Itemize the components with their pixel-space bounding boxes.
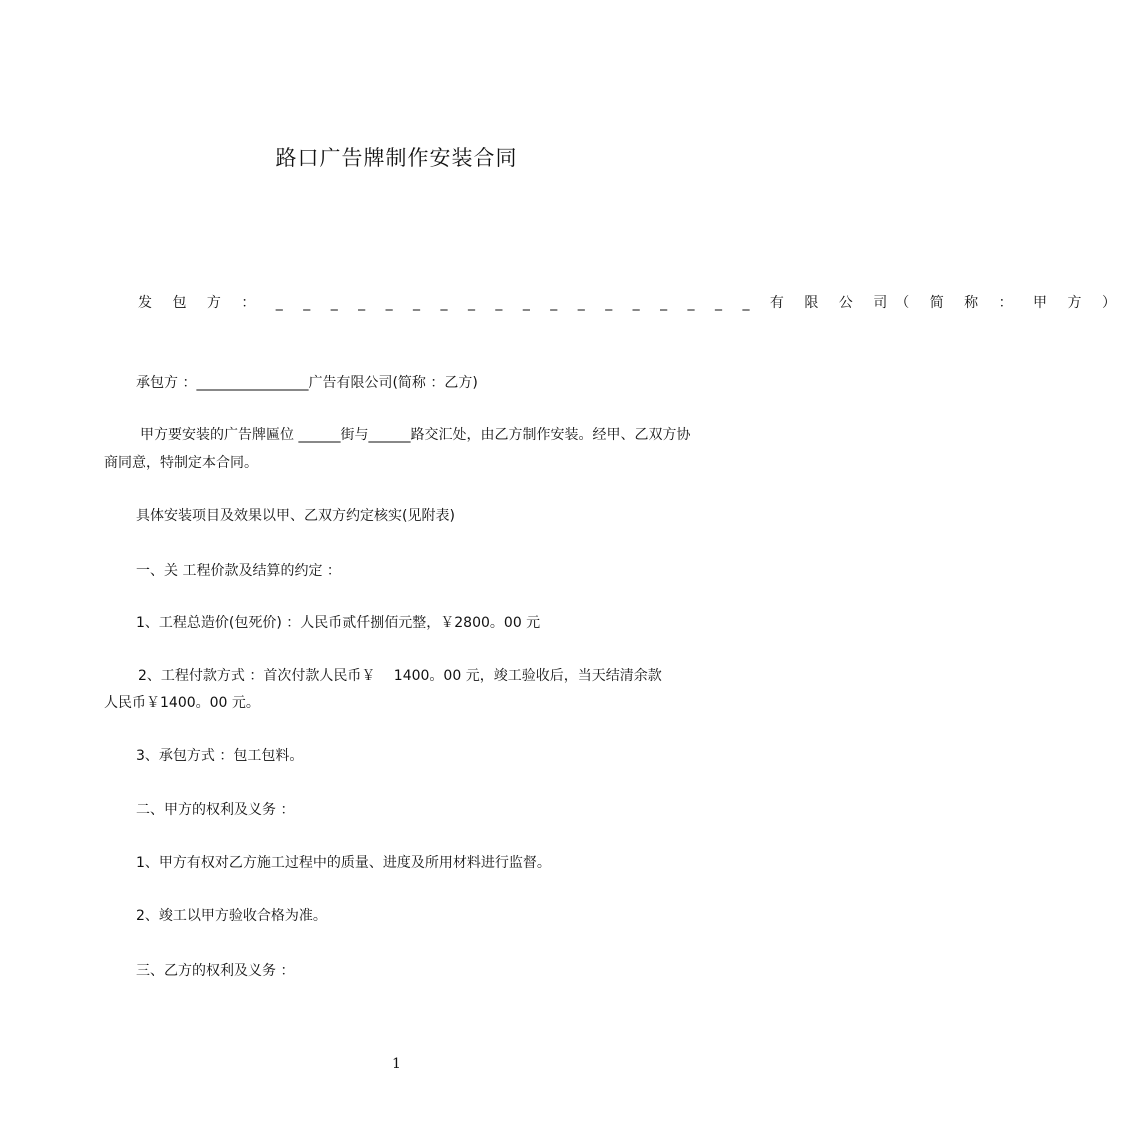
scope-line: 具体安装项目及效果以甲、乙双方约定核实(见附表) [136,508,455,524]
item-2-2: 2、竣工以甲方验收合格为准。 [136,908,327,924]
section-3-heading: 三、乙方的权利及义务 ： [136,963,295,979]
section-2-heading: 二、甲方的权利及义务 ： [136,802,295,818]
item-1-1: 1、工程总造价(包死价) ：人民币贰仟捌佰元整，￥2800。00 元 [136,615,541,631]
item-2-1: 1、甲方有权对乙方施工过程中的质量、进度及所用材料进行监督。 [136,855,551,871]
item-1-2-line-1: 2、工程付款方式 ：首次付款人民币￥ 1400。00 元，竣工验收后，当天结清余款 [138,668,662,684]
document-title: 路口广告牌制作安装合同 [275,146,518,170]
section-1-heading: 一、关 工程价款及结算的约定 ： [136,563,341,579]
intro-paragraph: 甲方要安装的广告牌匾位 ______街与______路交汇处，由乙方制作安装。经甲、乙双方协商同意，特制定本合同。 [104,427,691,471]
party-b-line: 承包方 ：________________广告有限公司(简称 ：乙方) [136,375,478,391]
item-1-3: 3、承包方式 ：包工包料。 [136,748,304,764]
item-1-2-line-2: 人民币￥1400。00 元。 [104,695,260,711]
page-number: 1 [392,1056,401,1072]
party-a-line: 发 包 方 ： _ _ _ _ _ _ _ _ _ _ _ _ _ _ _ _ _ _ 有 限 公 司（ 简 称 ： 甲 方 ） [138,295,1124,311]
